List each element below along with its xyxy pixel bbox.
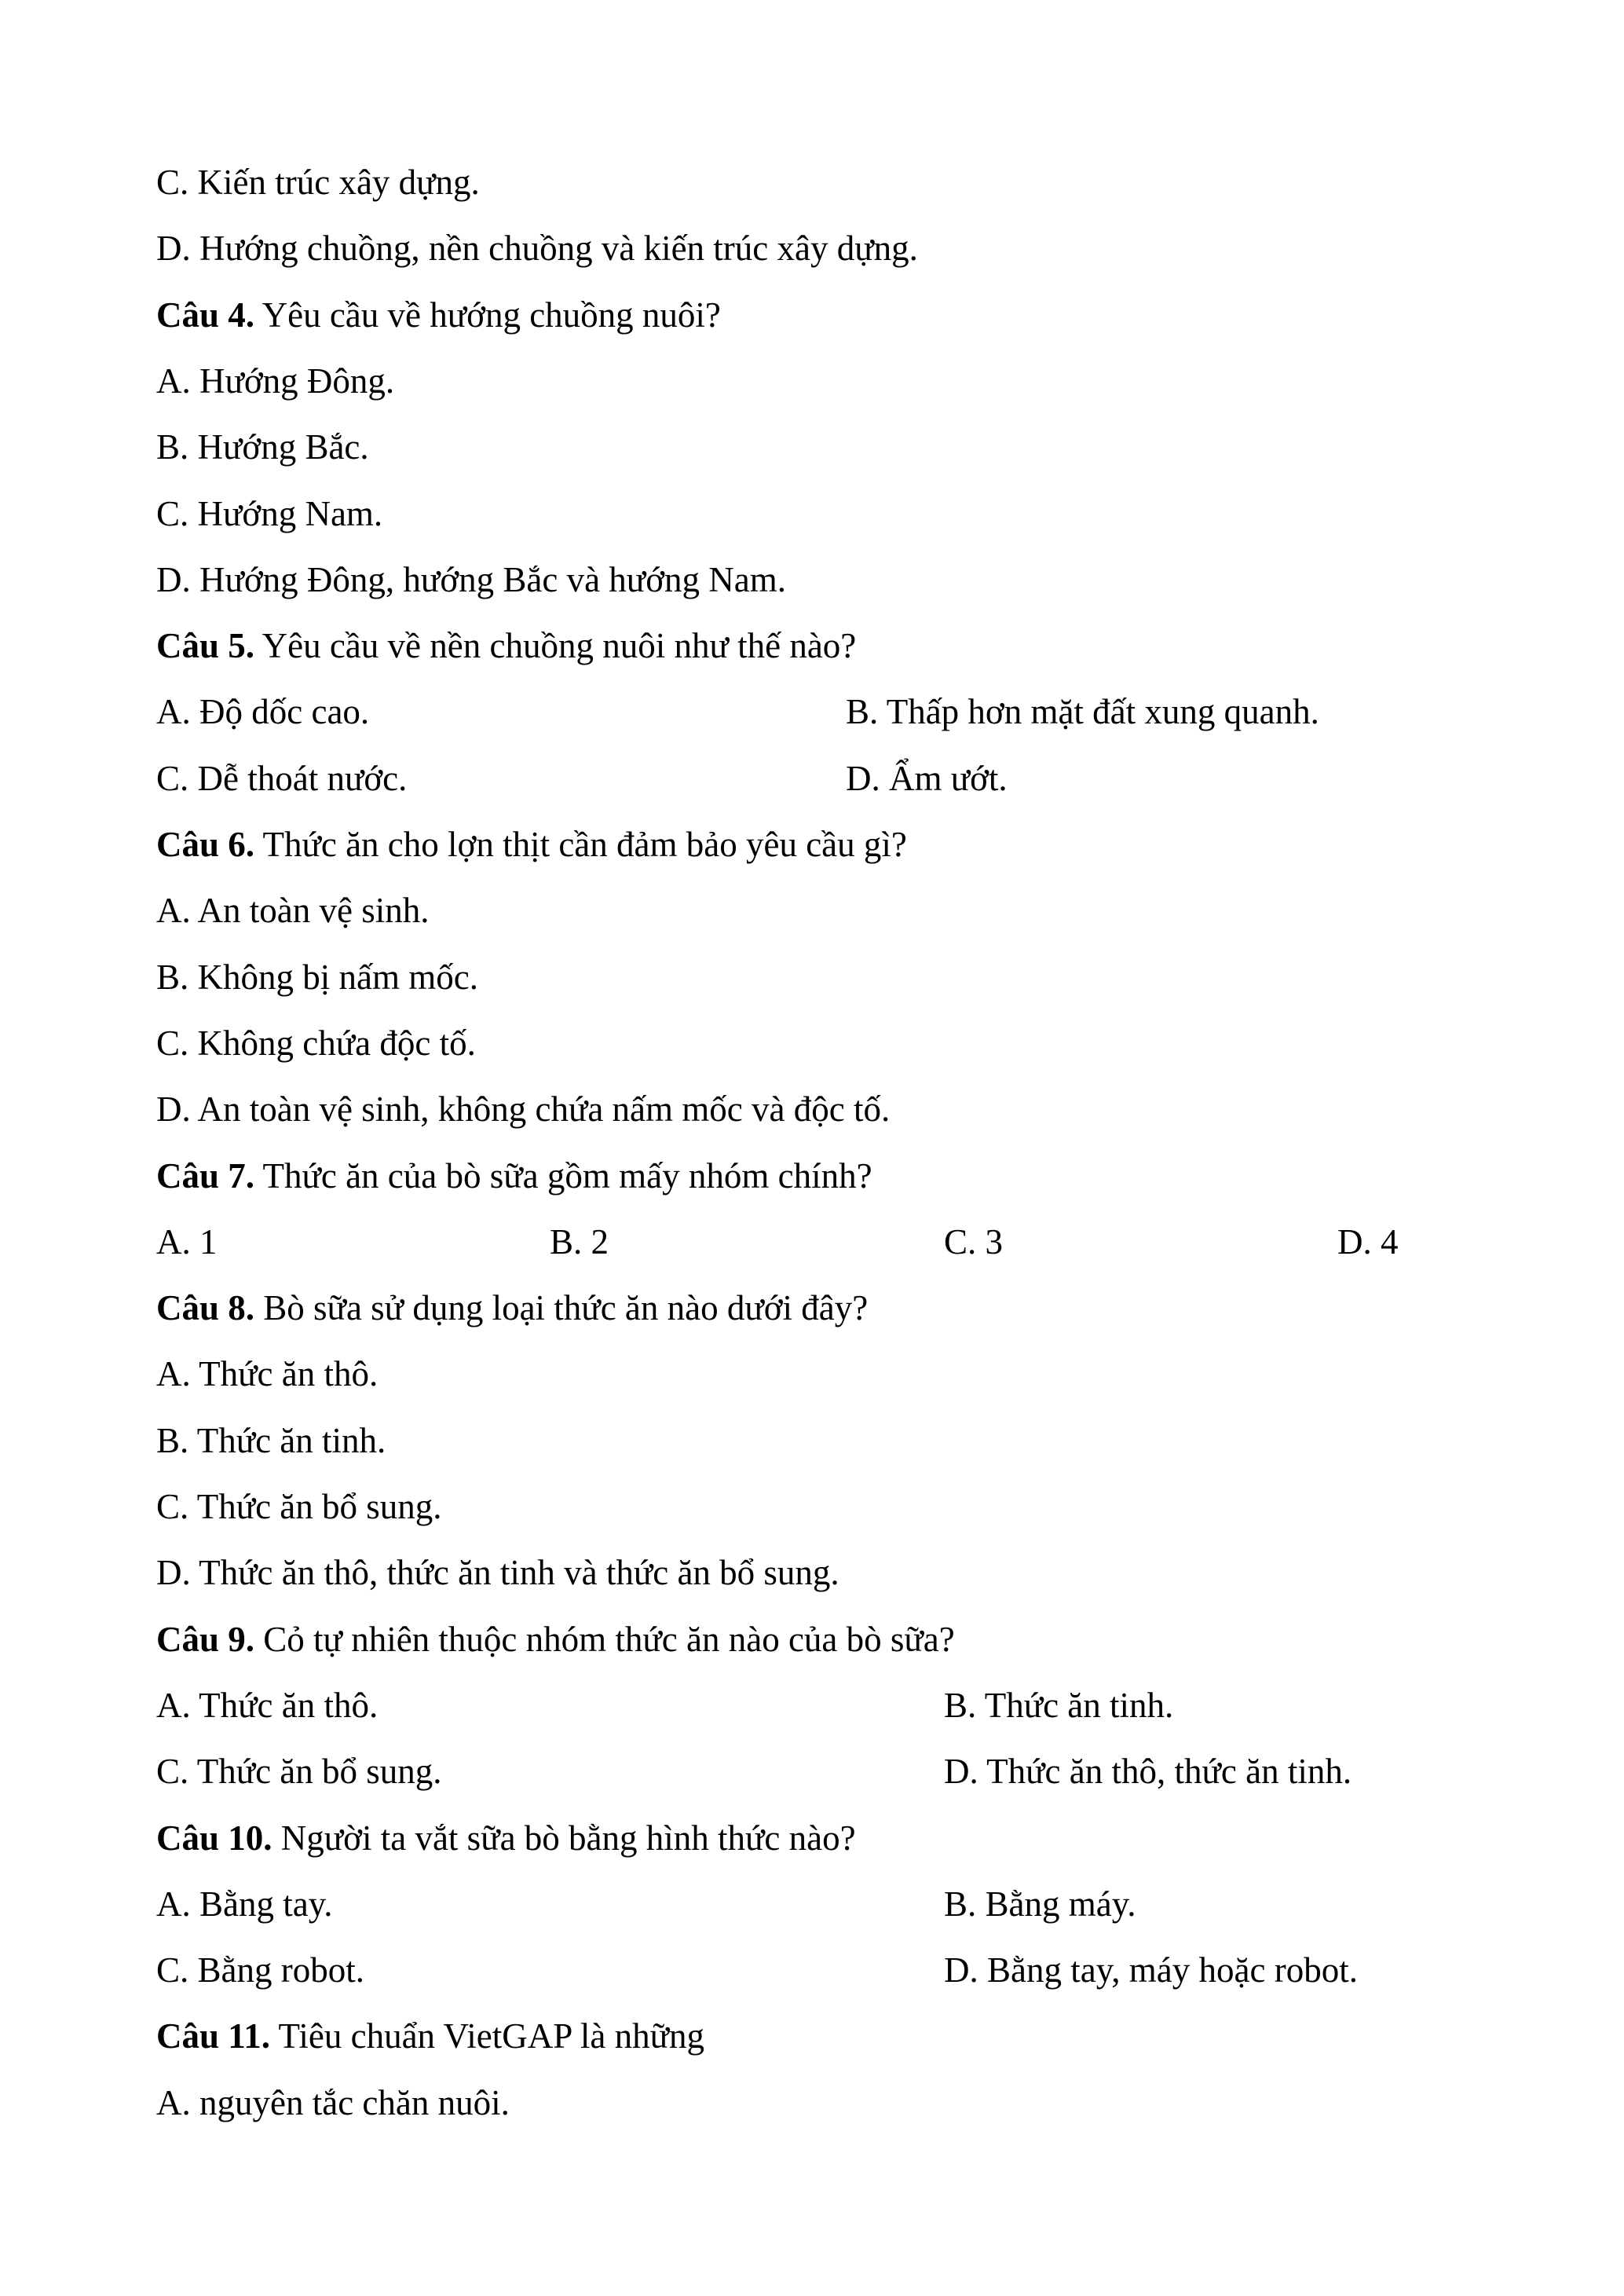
option-line: C. Kiến trúc xây dựng. xyxy=(156,163,480,202)
question-text: Yêu cầu về hướng chuồng nuôi? xyxy=(254,295,721,335)
option-left: C. Bằng robot. xyxy=(156,1950,364,1990)
option-left: C. Thức ăn bổ sung. xyxy=(156,1752,442,1791)
option-left: C. Dễ thoát nước. xyxy=(156,759,408,798)
option-line: D. An toàn vệ sinh, không chứa nấm mốc và độc tố. xyxy=(156,1089,891,1129)
option-right: B. Thấp hơn mặt đất xung quanh. xyxy=(846,692,1319,731)
option-right: B. Thức ăn tinh. xyxy=(944,1686,1174,1725)
option-line: A. Thức ăn thô. xyxy=(156,1354,379,1393)
question-number: Câu 9. xyxy=(156,1620,255,1659)
question-text: Yêu cầu về nền chuồng nuôi như thế nào? xyxy=(254,626,857,665)
question-number: Câu 7. xyxy=(156,1156,255,1196)
option-line: B. Không bị nấm mốc. xyxy=(156,958,478,997)
question-line xyxy=(156,2003,704,2069)
option-line: B. Thức ăn tinh. xyxy=(156,1421,386,1460)
question-line xyxy=(156,811,907,877)
question-line xyxy=(156,282,721,348)
option-right: D. Bằng tay, máy hoặc robot. xyxy=(944,1950,1358,1990)
question-number: Câu 10. xyxy=(156,1818,272,1858)
question-text: Thức ăn của bò sữa gồm mấy nhóm chính? xyxy=(254,1156,872,1196)
question-number: Câu 5. xyxy=(156,626,255,665)
option-line: C. Không chứa độc tố. xyxy=(156,1023,476,1063)
question-line xyxy=(156,613,856,679)
option-right: D. Thức ăn thô, thức ăn tinh. xyxy=(944,1752,1352,1791)
option-b: B. 2 xyxy=(550,1222,609,1262)
option-line: A. nguyên tắc chăn nuôi. xyxy=(156,2083,510,2122)
option-line: B. Hướng Bắc. xyxy=(156,427,369,467)
option-line: A. An toàn vệ sinh. xyxy=(156,891,430,930)
question-line xyxy=(156,1275,868,1341)
question-number: Câu 4. xyxy=(156,295,255,335)
question-text: Tiêu chuẩn VietGAP là những xyxy=(270,2016,704,2056)
question-line xyxy=(156,1606,955,1672)
option-left: A. Bằng tay. xyxy=(156,1884,333,1924)
question-line xyxy=(156,1143,872,1209)
option-right: B. Bằng máy. xyxy=(944,1884,1136,1924)
option-a: A. 1 xyxy=(156,1222,218,1262)
option-left: A. Độ dốc cao. xyxy=(156,692,370,731)
option-line: C. Thức ăn bổ sung. xyxy=(156,1487,442,1526)
question-number: Câu 6. xyxy=(156,825,255,864)
question-line xyxy=(156,1805,856,1871)
question-number: Câu 11. xyxy=(156,2016,271,2056)
question-text: Bò sữa sử dụng loại thức ăn nào dưới đây? xyxy=(254,1288,869,1327)
question-text: Người ta vắt sữa bò bằng hình thức nào? xyxy=(272,1818,856,1858)
option-line: C. Hướng Nam. xyxy=(156,494,383,533)
option-line: A. Hướng Đông. xyxy=(156,361,395,401)
question-text: Thức ăn cho lợn thịt cần đảm bảo yêu cầu gì? xyxy=(254,825,907,864)
question-text: Cỏ tự nhiên thuộc nhóm thức ăn nào của bò sữa? xyxy=(254,1620,955,1659)
option-d: D. 4 xyxy=(1337,1222,1399,1262)
option-line: D. Hướng chuồng, nền chuồng và kiến trúc xây dựng. xyxy=(156,229,918,268)
option-left: A. Thức ăn thô. xyxy=(156,1686,379,1725)
option-line: D. Thức ăn thô, thức ăn tinh và thức ăn bổ sung. xyxy=(156,1553,839,1592)
option-line: D. Hướng Đông, hướng Bắc và hướng Nam. xyxy=(156,560,786,599)
question-number: Câu 8. xyxy=(156,1288,255,1327)
option-right: D. Ẩm ướt. xyxy=(846,759,1008,798)
option-c: C. 3 xyxy=(944,1222,1004,1262)
